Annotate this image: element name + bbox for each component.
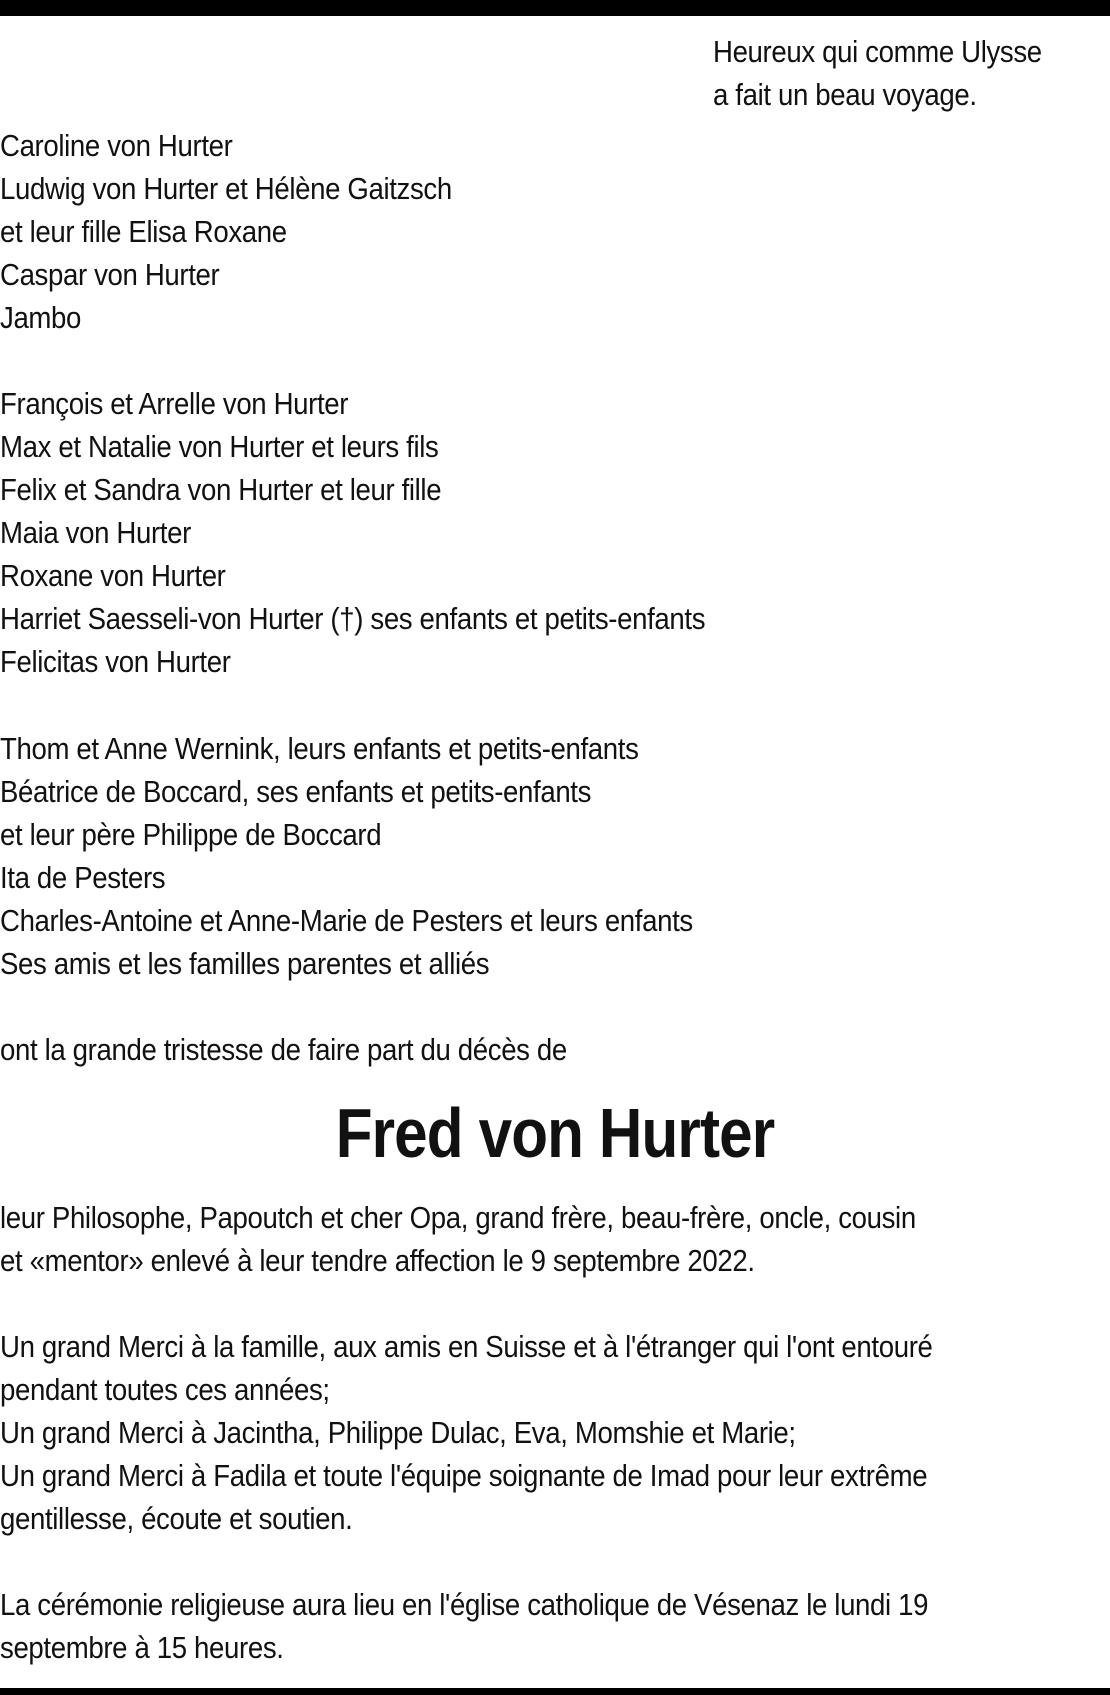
family-member-line: Thom et Anne Wernink, leurs enfants et petits-enfants xyxy=(0,731,639,766)
tribute-line: et «mentor» enlevé à leur tendre affection le 9 septembre 2022. xyxy=(0,1243,755,1278)
tribute-paragraph xyxy=(0,1196,1104,1282)
family-member-line: Jambo xyxy=(0,300,82,335)
family-member-line: Béatrice de Boccard, ses enfants et petits-enfants xyxy=(0,774,592,809)
tribute-line: leur Philosophe, Papoutch et cher Opa, grand frère, beau-frère, oncle, cousin xyxy=(0,1200,916,1235)
family-group-relatives xyxy=(0,727,693,985)
thanks-line: gentillesse, écoute et soutien. xyxy=(0,1501,353,1536)
family-group-immediate xyxy=(0,124,452,339)
family-member-line: François et Arrelle von Hurter xyxy=(0,386,349,421)
thanks-line: pendant toutes ces années; xyxy=(0,1372,330,1407)
family-member-line: et leur fille Elisa Roxane xyxy=(0,214,287,249)
family-member-line: Caspar von Hurter xyxy=(0,257,220,292)
family-member-line: Felicitas von Hurter xyxy=(0,644,231,679)
thanks-line: Un grand Merci à Fadila et toute l'équipe soignante de Imad pour leur extrême xyxy=(0,1458,928,1493)
epigraph-line: Heureux qui comme Ulysse xyxy=(713,34,1042,69)
thanks-paragraph xyxy=(0,1325,933,1540)
family-member-line: Ses amis et les familles parentes et alliés xyxy=(0,946,490,981)
deceased-name-heading xyxy=(0,1092,1110,1174)
epigraph xyxy=(713,30,1042,116)
deceased-name: Fred von Hurter xyxy=(335,1094,775,1172)
family-member-line: Caroline von Hurter xyxy=(0,128,233,163)
family-member-line: Ludwig von Hurter et Hélène Gaitzsch xyxy=(0,171,452,206)
thanks-line: Un grand Merci à Jacintha, Philippe Dulac, Eva, Momshie et Marie; xyxy=(0,1415,796,1450)
announcement xyxy=(0,1028,567,1071)
family-member-line: Harriet Saesseli-von Hurter (†) ses enfants et petits-enfants xyxy=(0,601,706,636)
ceremony-line: septembre à 15 heures. xyxy=(0,1630,284,1665)
epigraph-line: a fait un beau voyage. xyxy=(713,77,977,112)
family-member-line: Maia von Hurter xyxy=(0,515,191,550)
family-group-siblings xyxy=(0,382,705,683)
ceremony-line: La cérémonie religieuse aura lieu en l'église catholique de Vésenaz le lundi 19 xyxy=(0,1587,929,1622)
family-member-line: Roxane von Hurter xyxy=(0,558,226,593)
ceremony-paragraph xyxy=(0,1583,928,1669)
family-member-line: Ita de Pesters xyxy=(0,860,166,895)
bottom-border-rule xyxy=(0,1688,1110,1695)
top-border-rule xyxy=(0,0,1110,16)
family-member-line: et leur père Philippe de Boccard xyxy=(0,817,382,852)
thanks-line: Un grand Merci à la famille, aux amis en Suisse et à l'étranger qui l'ont entouré xyxy=(0,1329,933,1364)
announcement-text: ont la grande tristesse de faire part du décès de xyxy=(0,1032,567,1067)
family-member-line: Max et Natalie von Hurter et leurs fils xyxy=(0,429,439,464)
family-member-line: Felix et Sandra von Hurter et leur fille xyxy=(0,472,442,507)
family-member-line: Charles-Antoine et Anne-Marie de Pesters et leurs enfants xyxy=(0,903,693,938)
